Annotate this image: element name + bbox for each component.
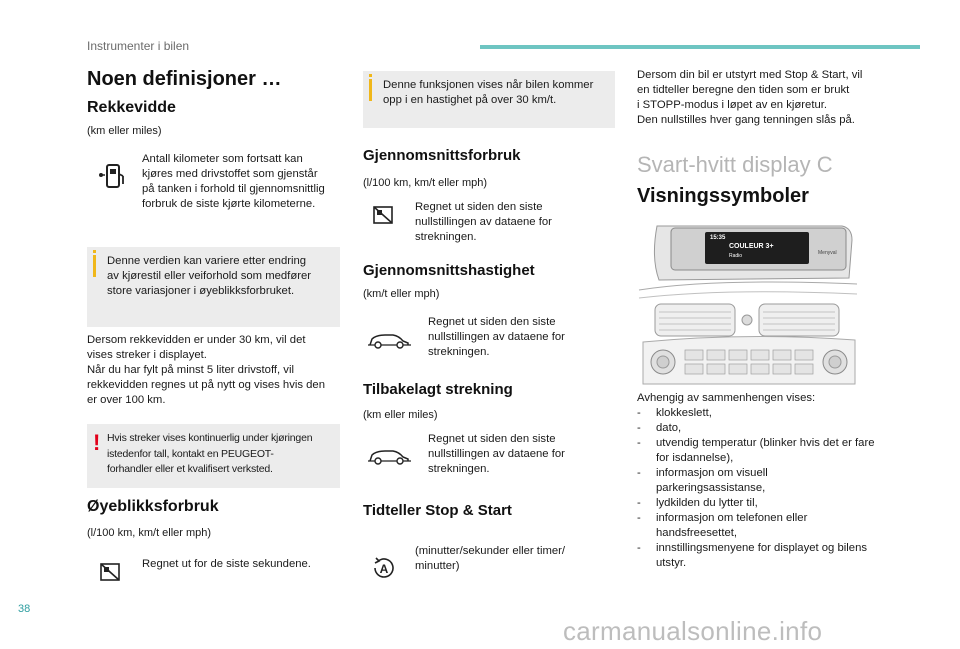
distance-description: Regnet ut siden den siste nullstillingen av dataene for strekningen. (428, 433, 565, 475)
distance-unit: (km eller miles) (363, 409, 438, 421)
page-title: Noen definisjoner … (87, 68, 282, 90)
info-note: Denne verdien kan variere etter endring av kjørestil eller veiforhold som medfører store variasjoner i øyeblikksforbruket. (87, 247, 340, 327)
instant-unit: (l/100 km, km/t eller mph) (87, 527, 212, 539)
range-paragraph: Dersom rekkevidden er under 30 km, vil det vises streker i displayet. Når du har fylt på minst 5 liter drivstoff, vil rekkevidden regnes ut på nytt og vises hvis den er over 100 km. (87, 334, 326, 406)
warning-icon: ! (93, 430, 101, 455)
fuel-pump-icon (98, 162, 128, 192)
stopstart-heading: Tidteller Stop & Start (363, 502, 512, 519)
avg-speed-description: Regnet ut siden den siste nullstillingen av dataene for strekningen. (428, 316, 565, 358)
page-number: 38 (18, 603, 31, 615)
fuel-consumption-icon (373, 206, 395, 226)
info-note: Denne funksjonen vises når bilen kommer opp i en hastighet på over 30 km/t. (363, 71, 615, 128)
section-title: Svart-hvitt display C (637, 152, 833, 177)
avg-consumption-unit: (l/100 km, km/t eller mph) (363, 177, 488, 189)
car-distance-icon (367, 449, 413, 467)
stop-start-icon (372, 556, 396, 580)
warning-note: ! Hvis streker vises kontinuerlig under kjøringen istedenfor tall, kontakt en PEUGEOT- forhandler eller et kvalifisert verksted. (87, 424, 340, 488)
svg-text:A: A (379, 562, 389, 576)
display-sub: Radio (729, 253, 743, 259)
running-header: Instrumenter i bilen (87, 39, 190, 53)
watermark: carmanualsonline.info (563, 616, 823, 646)
distance-heading: Tilbakelagt strekning (363, 381, 513, 398)
display-subheading: Visningssymboler (637, 185, 809, 207)
fuel-consumption-icon (100, 563, 122, 583)
stopstart-description: (minutter/sekunder eller timer/ minutter) (415, 545, 566, 572)
display-main: COULEUR 3+ (729, 243, 774, 250)
avg-speed-unit: (km/t eller mph) (363, 288, 440, 300)
range-description: Antall kilometer som fortsatt kan kjøres med drivstoffet som gjenstår på tanken i forhold til gjennomsnittlig forbruk de siste kjørte kilometerne. (142, 153, 325, 210)
stopstart-intro: Dersom din bil er utstyrt med Stop & Start, vil en tidteller beregne den tiden som er brukt i STOPP-modus i løpet av en kjøretur. Den nullstilles hver gang tenningen slås på. (637, 69, 863, 126)
instant-heading: Øyeblikksforbruk (87, 498, 219, 515)
avg-consumption-heading: Gjennomsnittsforbruk (363, 147, 521, 164)
car-speed-icon (367, 333, 413, 349)
range-unit: (km eller miles) (87, 125, 162, 137)
avg-consumption-description: Regnet ut siden den siste nullstillingen av dataene for strekningen. (415, 201, 552, 243)
instant-description: Regnet ut for de siste sekundene. (142, 558, 311, 570)
info-icon (369, 79, 372, 101)
display-screen (707, 234, 807, 262)
display-status: Menyval (818, 250, 837, 256)
header-rule (480, 45, 920, 49)
avg-speed-heading: Gjennomsnittshastighet (363, 262, 535, 279)
range-heading: Rekkevidde (87, 99, 176, 116)
display-time: 15:35 (710, 235, 726, 241)
info-icon (93, 255, 96, 277)
display-list: Avhengig av sammenhengen vises: - klokkeslett, - dato, - utvendig temperatur (blinker hvis det er fare for isdannelse), - informasjon om visuell parkeringsassistanse, - lydkilden du lytter til, - informasjon om telefonen eller handsfreesettet, - innstillingsmenyene for displayet og bilens utstyr. (637, 391, 902, 571)
